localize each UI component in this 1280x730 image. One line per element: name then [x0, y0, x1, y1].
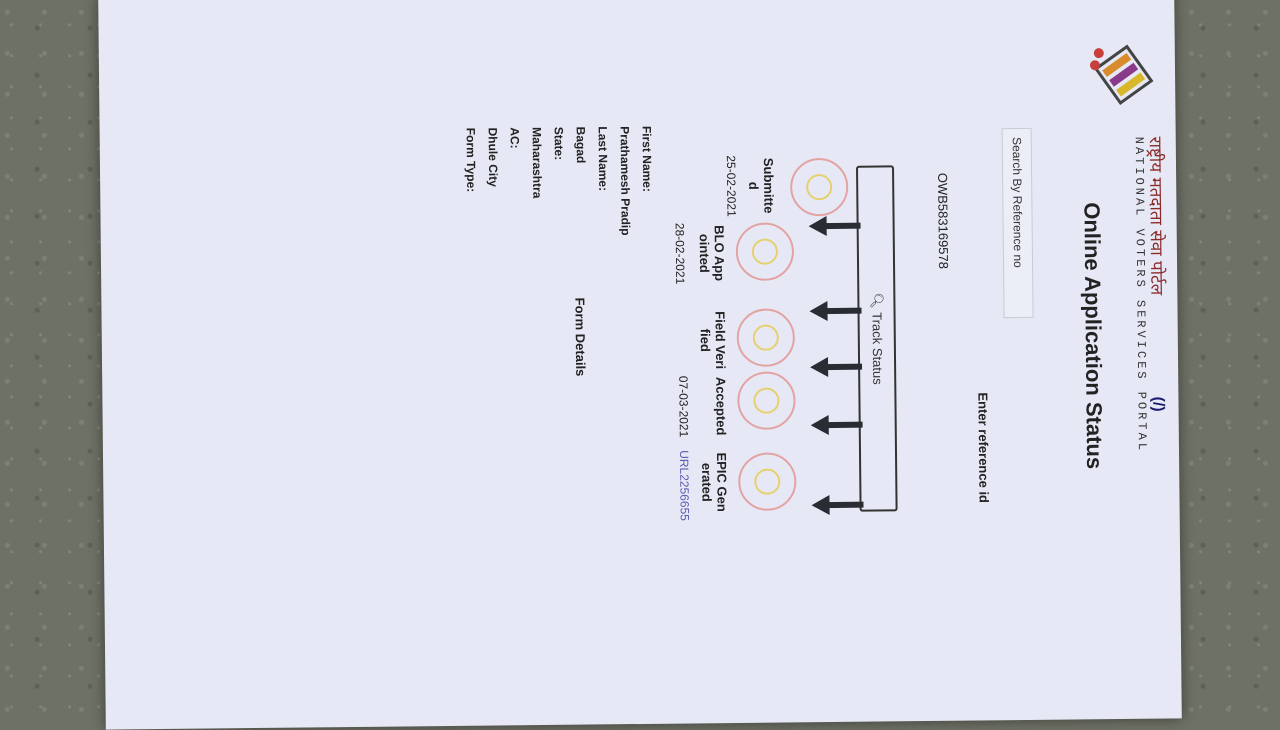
arrow-down-icon	[810, 357, 862, 378]
last-name-value: Bagad	[573, 126, 588, 164]
home-link[interactable]: (/)	[1149, 396, 1167, 412]
portal-name-hindi: राष्ट्रीय मतदाता सेवा पोर्टल	[1144, 136, 1167, 296]
form-details-heading: Form Details	[572, 297, 589, 377]
step-epic-generated-circle	[738, 452, 797, 511]
search-icon: 🔍︎	[869, 292, 885, 309]
first-name-label: First Name:	[639, 125, 655, 193]
printed-page	[98, 0, 1182, 730]
step-label-submitted: Submitted	[746, 157, 777, 214]
step-date-accepted: 07-03-2021	[676, 375, 691, 438]
last-name-label: Last Name:	[595, 126, 611, 192]
arrow-down-icon	[809, 216, 861, 237]
step-label-field-verified: Field Verified	[697, 311, 729, 370]
arrow-down-icon	[811, 495, 863, 516]
search-by-reference-tab[interactable]: Search By Reference no	[1002, 128, 1034, 318]
eci-ballot-logo-icon	[1087, 41, 1158, 112]
step-label-epic-generated: EPIC Generated	[699, 452, 730, 512]
reference-id-input[interactable]: OWB583169578	[935, 172, 952, 270]
reference-id-label: Enter reference id	[975, 392, 992, 504]
step-submitted-circle	[790, 158, 849, 217]
page-content	[98, 0, 1181, 718]
first-name-value: Prathamesh Pradip	[617, 126, 633, 236]
step-label-blo-appointed: BLO Appointed	[696, 225, 728, 282]
state-value: Maharashtra	[529, 126, 545, 199]
step-label-accepted: Accepted	[713, 376, 729, 436]
step-date-field-verified	[687, 310, 688, 372]
arrow-down-icon	[809, 301, 861, 322]
track-status-button[interactable]	[856, 165, 898, 511]
step-field-verified-circle	[736, 308, 795, 367]
step-accepted-circle	[737, 371, 796, 430]
step-date-submitted: 25-02-2021	[723, 155, 739, 217]
form-type-label: Form Type:	[463, 127, 479, 193]
ac-value: Dhule City	[485, 127, 501, 187]
epic-number-link[interactable]: URL2256655	[676, 450, 692, 521]
step-date-blo-appointed: 28-02-2021	[672, 222, 688, 285]
ac-label: AC:	[507, 127, 522, 149]
arrow-down-icon	[811, 415, 863, 436]
state-label: State:	[551, 126, 566, 161]
portal-name-english: NATIONAL VOTERS SERVICES PORTAL	[1131, 136, 1150, 454]
step-blo-appointed-circle	[736, 222, 795, 281]
track-status-label: Track Status	[869, 312, 886, 385]
page-title: Online Application Status	[1079, 202, 1108, 470]
